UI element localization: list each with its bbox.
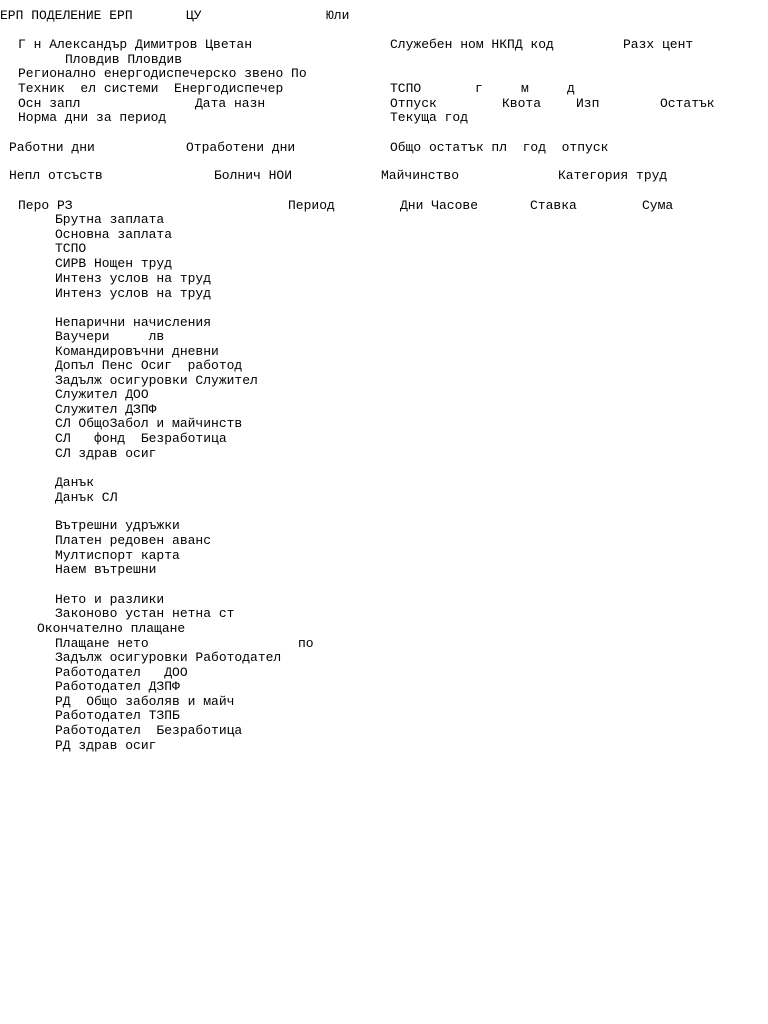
item-intensive-2: Интенз услов на труд [55,286,212,301]
item-net-payment-via: по [298,636,314,651]
payroll-month: Юли [326,8,350,23]
col-days-hours: Дни Часове [400,198,479,213]
employee-city: Пловдив Пловдив [65,52,183,67]
item-employee-doo: Служител ДОО [55,387,149,402]
item-multisport: Мултиспорт карта [55,548,180,563]
cost-center-label: Разх цент [623,37,694,52]
item-internal-deductions: Вътрешни удръжки [55,518,180,533]
used-label: Изп [576,96,600,111]
item-mandatory-employer: Задълж осигуровки Работодател [55,650,282,665]
employee-position: Техник ел системи Енергодиспечер [18,81,284,96]
item-tax: Данък [55,475,95,490]
item-employer-dzpf: Работодател ДЗПФ [55,679,180,694]
col-pero: Перо РЗ [18,198,73,213]
sick-noi-label: Болнич НОИ [214,168,293,183]
col-period: Период [288,198,335,213]
item-mandatory-employee: Задълж осигуровки Служител [55,373,258,388]
remaining-label: Остатък [660,96,715,111]
item-gross: Брутна заплата [55,212,165,227]
item-net-differences: Нето и разлики [55,592,165,607]
days-label: д [567,81,575,96]
norm-days-label: Норма дни за период [18,110,167,125]
item-employer-health: РД здрав осиг [55,738,157,753]
item-legal-net: Законово устан нетна ст [55,606,235,621]
company-name: ЕРП ПОДЕЛЕНИЕ ЕРП [0,8,133,23]
item-employer-general-sick: РД Общо заболяв и майч [55,694,235,709]
years-label: г [475,81,483,96]
col-amount: Сума [642,198,674,213]
current-year-label: Текуща год [390,110,469,125]
item-final-payment: Окончателно плащане [37,621,186,636]
unit-name: ЦУ [186,8,202,23]
col-rate: Ставка [530,198,577,213]
employee-department: Регионално енергодиспечерско звено По [18,66,307,81]
base-salary-label: Осн запл [18,96,81,111]
service-number-label: Служебен ном НКПД код [390,37,554,52]
item-employer-unemployment: Работодател Безработица [55,723,243,738]
item-advance-paid: Платен редовен аванс [55,533,212,548]
leave-label: Отпуск [390,96,437,111]
unpaid-absence-label: Непл отсъств [9,168,103,183]
item-intensive-1: Интенз услов на труд [55,271,212,286]
worked-days-label: Отработени дни [186,140,296,155]
tspo-label: ТСПО [390,81,422,96]
item-tspo: ТСПО [55,241,87,256]
item-sirv-night: СИРВ Нощен труд [55,256,173,271]
item-employee-health: СЛ здрав осиг [55,446,157,461]
months-label: м [521,81,529,96]
item-net-payment: Плащане нето [55,636,149,651]
item-employer-tzpb: Работодател ТЗПБ [55,708,180,723]
item-base: Основна заплата [55,227,173,242]
quota-label: Квота [502,96,542,111]
item-non-monetary: Непарични начисления [55,315,212,330]
maternity-label: Майчинство [381,168,460,183]
appointment-date-label: Дата назн [195,96,266,111]
total-leave-remaining-label: Общо остатък пл год отпуск [390,140,609,155]
item-vouchers: Ваучери лв [55,329,165,344]
item-employee-dzpf: Служител ДЗПФ [55,402,157,417]
item-employee-unemployment: СЛ фонд Безработица [55,431,227,446]
item-employee-general-sick: СЛ ОбщоЗабол и майчинств [55,416,243,431]
item-rent-internal: Наем вътрешни [55,562,157,577]
working-days-label: Работни дни [9,140,95,155]
item-tax-employee: Данък СЛ [55,490,118,505]
item-add-pension: Допъл Пенс Осиг работод [55,358,243,373]
work-category-label: Категория труд [558,168,668,183]
item-employer-doo: Работодател ДОО [55,665,188,680]
employee-name: Г н Александър Димитров Цветан [18,37,253,52]
item-travel: Командировъчни дневни [55,344,219,359]
